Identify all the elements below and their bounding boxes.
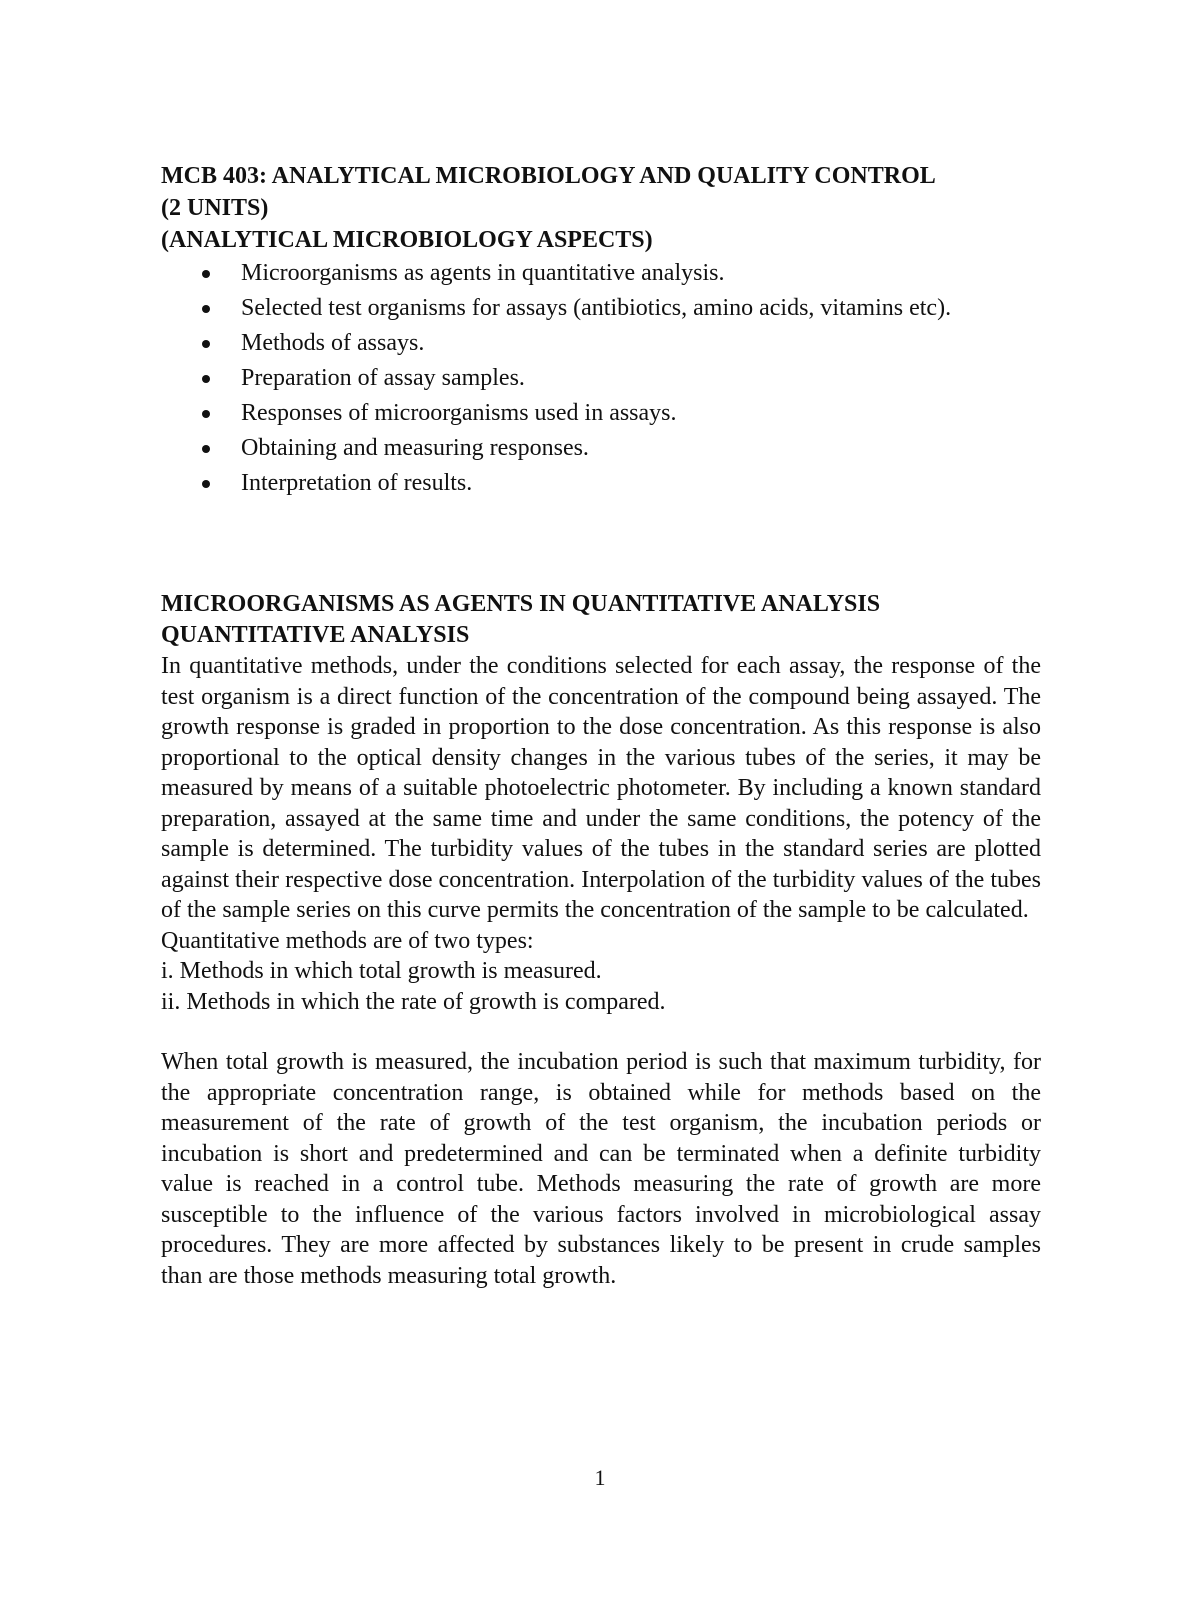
list-item — [161, 431, 1041, 466]
list-item — [161, 326, 1041, 361]
list-item-text: Preparation of assay samples. — [241, 365, 525, 391]
section-heading: MICROORGANISMS AS AGENTS IN QUANTITATIVE ANALYSIS — [161, 591, 881, 617]
bullet-icon — [202, 375, 210, 383]
list-item-text: Methods of assays. — [241, 330, 425, 356]
list-item — [161, 396, 1041, 431]
list-item-text: Interpretation of results. — [241, 470, 473, 496]
bullet-icon — [202, 340, 210, 348]
topic-list — [161, 256, 1041, 501]
bullet-icon — [202, 445, 210, 453]
paragraph-growth-measurement: When total growth is measured, the incubation period is such that maximum turbidity, for the appropriate concentration range, is obtained while for methods based on the measurement of the rate of growth of the test organism, the incubation periods or incubation is short and predetermined and can be terminated when a definite turbidity value is reached in a control tube. Methods measuring the rate of growth are more susceptible to the influence of the various factors involved in microbiological assay procedures. They are more affected by substances likely to be present in crude samples than are those methods measuring total growth. — [161, 1049, 1041, 1289]
list-item — [161, 361, 1041, 396]
bullet-icon — [202, 410, 210, 418]
type-ii: ii. Methods in which the rate of growth is compared. — [161, 988, 666, 1015]
bullet-icon — [202, 270, 210, 278]
section-subheading: QUANTITATIVE ANALYSIS — [161, 622, 470, 648]
list-item — [161, 291, 1041, 326]
list-item-text: Obtaining and measuring responses. — [241, 435, 589, 461]
bullet-icon — [202, 305, 210, 313]
paragraph-quantitative-methods: In quantitative methods, under the conditions selected for each assay, the response of the test organism is a direct function of the concentration of the compound being assayed. The growth response is graded in proportion to the dose concentration. As this response is also proportional to the optical density changes in the various tubes of the series, it may be measured by means of a suitable photoelectric photometer. By including a known standard preparation, assayed at the same time and under the same conditions, the potency of the sample is determined. The turbidity values of the tubes in the standard series are plotted against their respective dose concentration. Interpolation of the turbidity values of the tubes of the sample series on this curve permits the concentration of the sample to be calculated. — [161, 653, 1041, 923]
list-item-text: Responses of microorganisms used in assays. — [241, 400, 677, 426]
paragraph-spacer — [161, 1017, 1041, 1047]
type-i: i. Methods in which total growth is measured. — [161, 958, 602, 984]
list-item — [161, 256, 1041, 291]
course-title-line-1: MCB 403: ANALYTICAL MICROBIOLOGY AND QUALITY CONTROL — [161, 163, 936, 189]
list-item-text: Selected test organisms for assays (antibiotics, amino acids, vitamins etc). — [241, 295, 952, 321]
page-content — [161, 160, 1041, 1291]
course-subtitle: (ANALYTICAL MICROBIOLOGY ASPECTS) — [161, 227, 653, 253]
list-item — [161, 466, 1041, 501]
list-item-text: Microorganisms as agents in quantitative analysis. — [241, 260, 725, 286]
page-number: 1 — [594, 1465, 606, 1490]
course-title-line-2: (2 UNITS) — [161, 195, 269, 221]
bullet-icon — [202, 480, 210, 488]
types-intro: Quantitative methods are of two types: — [161, 927, 534, 954]
